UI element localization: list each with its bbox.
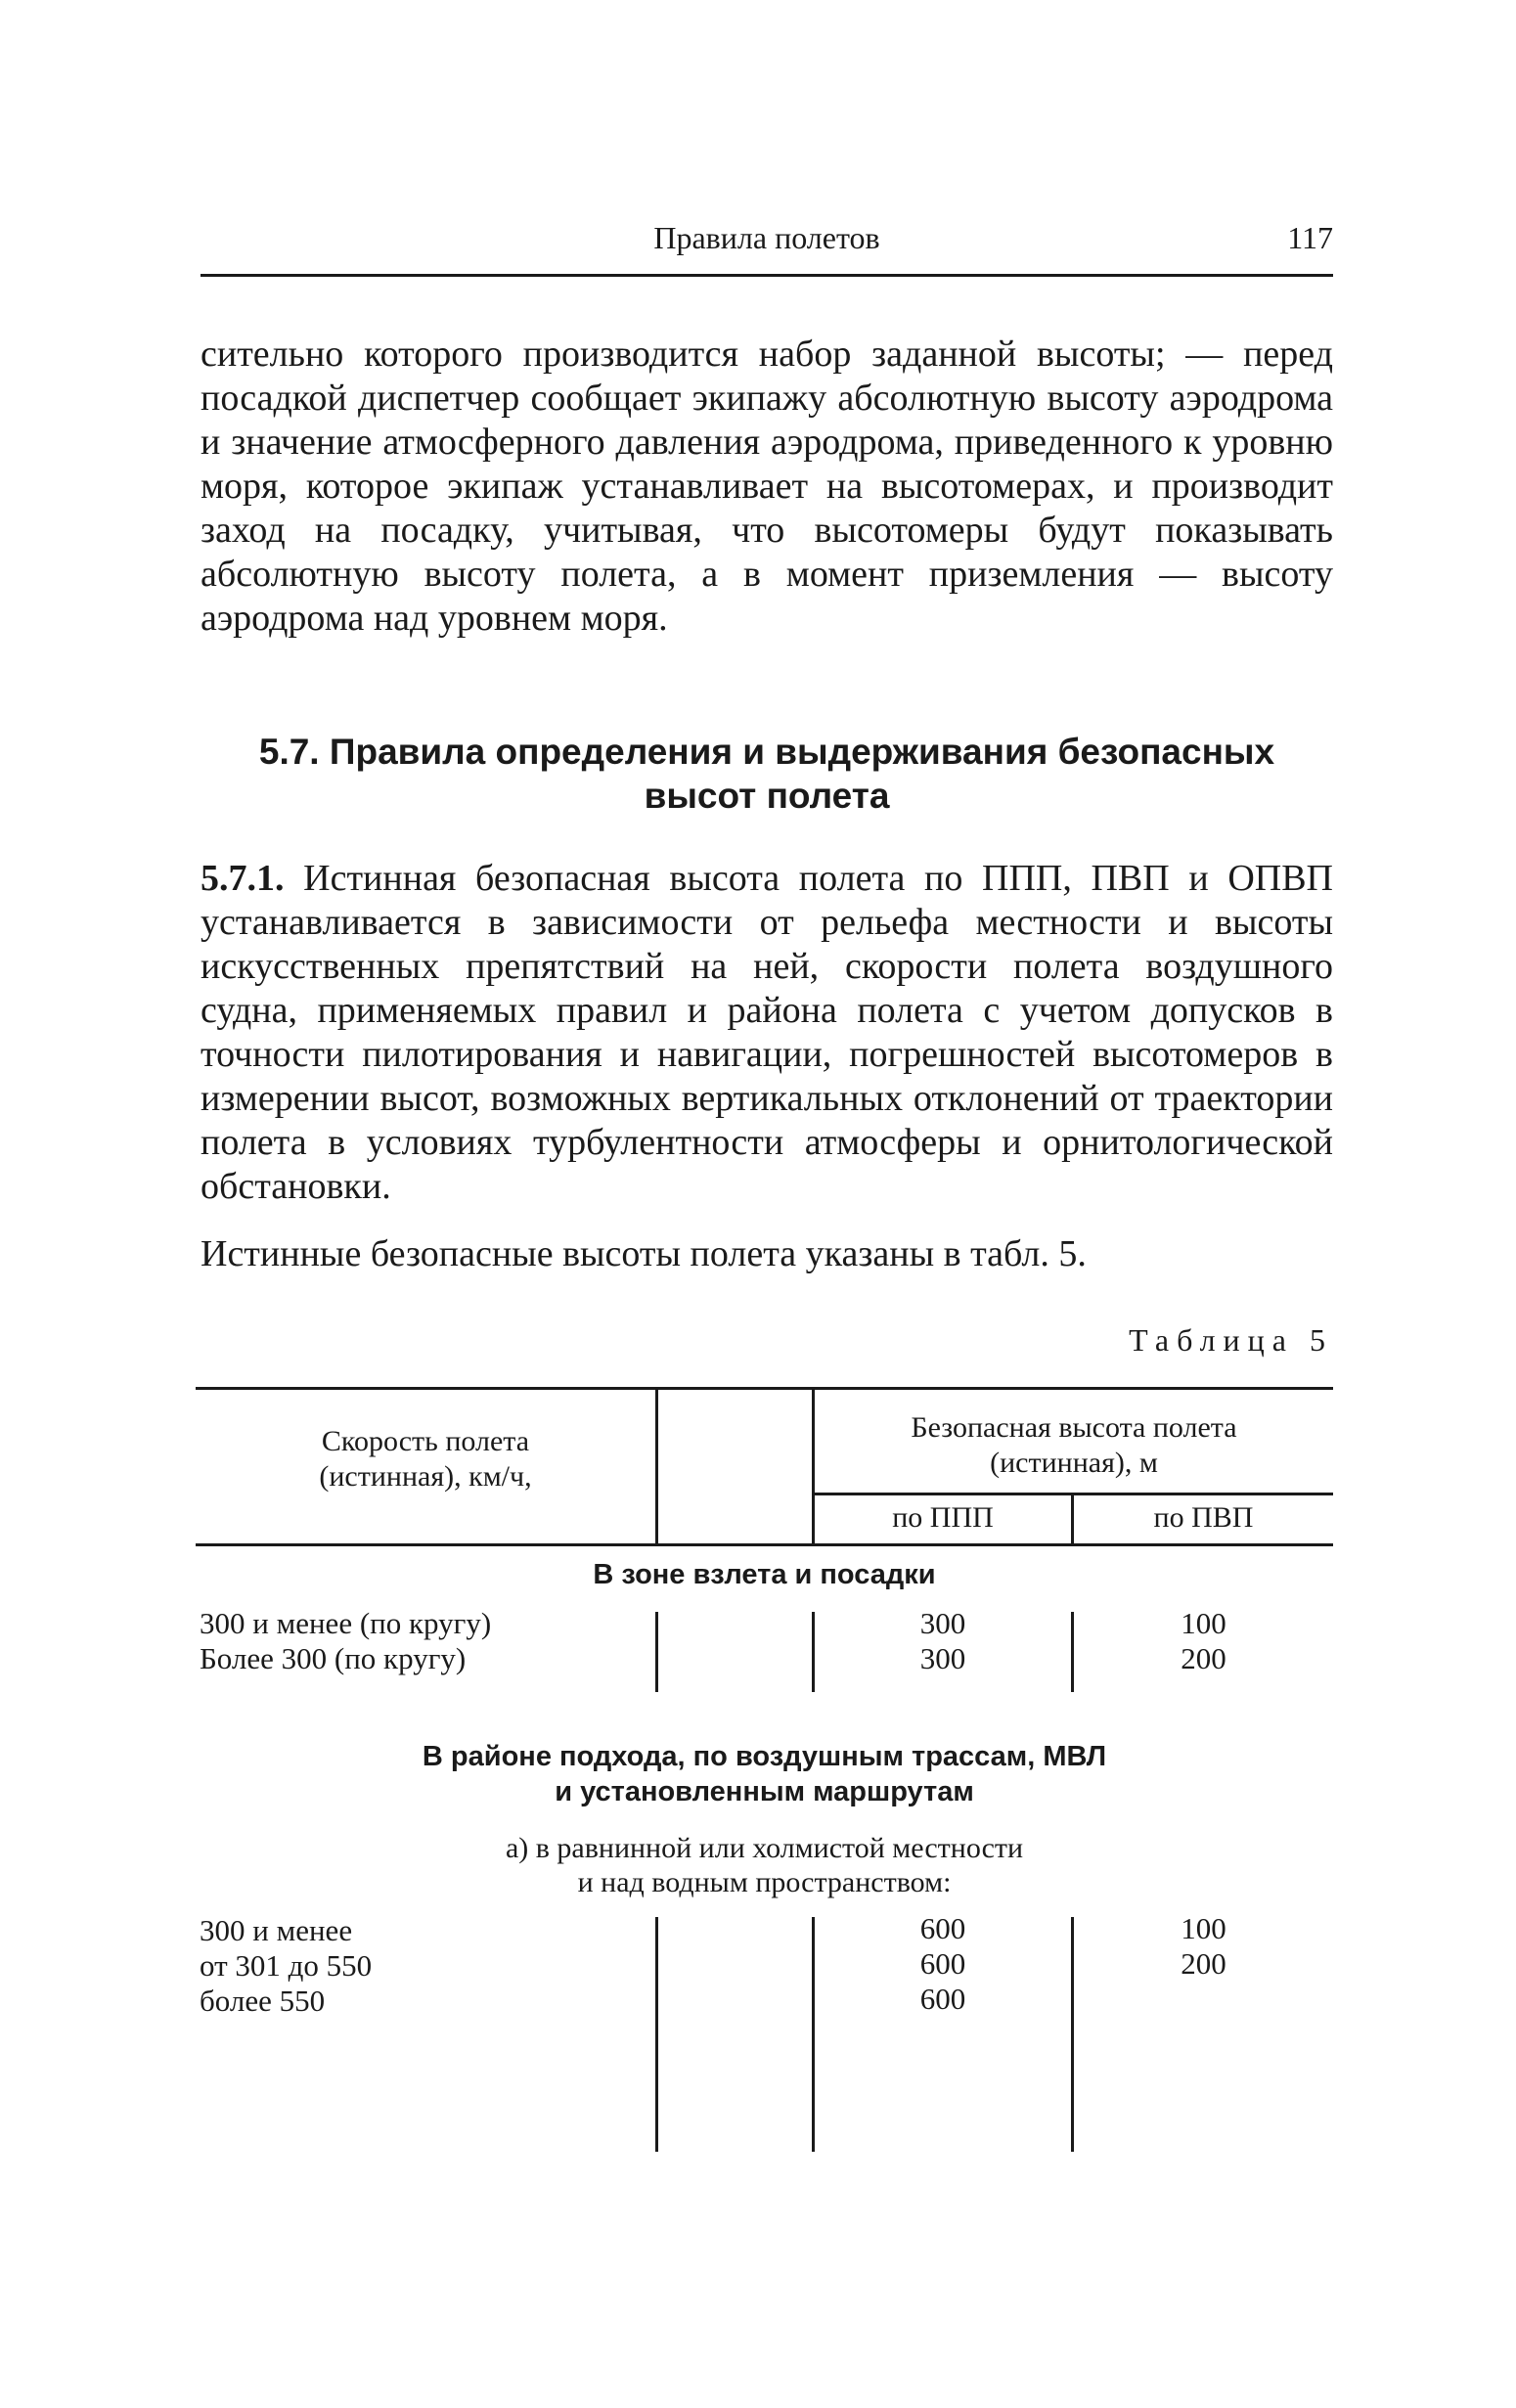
clause-text: Истинная безопасная высота полета по ППП, ПВП и ОПВП устанавливается в зависимости от рельефа местности и высоты искусственных препятствий на ней, скорости полета воздушного судна, применяемых правил и района полета с учетом допусков в точности пилотирования и навигации, погрешностей высотомеров в измерении высот, возможных вертикальных отклонений от траектории полета в условиях турбулентности атмосферы и орнитологической обстановки. (201, 858, 1333, 1207)
row-pvp-value: 200 (1181, 1641, 1226, 1675)
col-speed-header (196, 1424, 655, 1494)
table-caption: Таблица 5 (1129, 1322, 1333, 1358)
row-ppp-value: 600 (919, 1982, 966, 2016)
paragraph-continuation: сительно которого производится набор заданной высоты; — перед посадкой диспетчер сообщает экипажу абсолютную высоту аэродрома и значение атмосферного давления аэродрома, приведенного к уровню моря, которое экипаж устанавливает на высотомерах, и производит заход на посадку, учитывая, что высотомеры будут показывать абсолютную высоту полета, а в момент приземления — высоту аэродрома над уровнем моря. (201, 334, 1333, 639)
paragraph-5-7-1 (201, 857, 1333, 1209)
section-approach-line1: В районе подхода, по воздушным трассам, МВЛ (422, 1741, 1107, 1772)
col-ppp-header: по ППП (892, 1501, 994, 1534)
header-divider-1 (655, 1387, 658, 1543)
header-bottom-rule (196, 1543, 1333, 1546)
section-title: Правила определения и выдерживания безопасных высот полета (329, 732, 1275, 816)
running-header (201, 220, 1333, 269)
section-approach-routes (196, 1739, 1333, 1809)
row-speed: 300 и менее (по кругу) (200, 1606, 492, 1640)
terrain-note (196, 1831, 1333, 1899)
row-ppp-value: 600 (919, 1911, 966, 1945)
page-number: 117 (1287, 220, 1333, 255)
terrain-note-line1: а) в равнинной или холмистой местности (505, 1832, 1024, 1864)
col-speed-line1: Скорость полета (321, 1425, 530, 1457)
col-height-line1: Безопасная высота полета (911, 1411, 1237, 1444)
col-pvp-header: по ПВП (1153, 1501, 1254, 1534)
row-ppp-value: 600 (919, 1946, 966, 1981)
body-divider-1b (655, 1917, 658, 2152)
header-rule (201, 274, 1333, 277)
row-pvp-value: 100 (1181, 1911, 1226, 1945)
col-speed-line2: (истинная), км/ч, (319, 1460, 532, 1493)
section-takeoff-landing: В зоне взлета и посадки (593, 1559, 936, 1590)
row-speed: 300 и менее (200, 1913, 353, 1947)
section-approach-line2: и установленным маршрутам (555, 1776, 974, 1807)
section-heading (201, 730, 1333, 818)
body-divider-1a (655, 1612, 658, 1692)
col-height-line2: (истинная), м (990, 1447, 1158, 1479)
table-reference: Истинные безопасные высоты полета указаны в табл. 5. (201, 1233, 1087, 1274)
section-number: 5.7. (258, 732, 320, 772)
col-height-header (815, 1410, 1333, 1481)
row-pvp-value: 200 (1181, 1946, 1226, 1981)
row-ppp-value: 300 (919, 1641, 966, 1675)
running-title: Правила полетов (653, 220, 880, 255)
table-top-rule (196, 1387, 1333, 1390)
row-speed: Более 300 (по кругу) (200, 1641, 467, 1675)
terrain-note-line2: и над водным пространством: (577, 1866, 952, 1898)
row-ppp-value: 300 (919, 1606, 966, 1640)
safe-heights-table (196, 1387, 1333, 2169)
row-pvp-value: 100 (1181, 1606, 1226, 1640)
row-speed: более 550 (200, 1984, 326, 2018)
row-speed: от 301 до 550 (200, 1948, 373, 1983)
clause-number: 5.7.1. (201, 858, 285, 899)
